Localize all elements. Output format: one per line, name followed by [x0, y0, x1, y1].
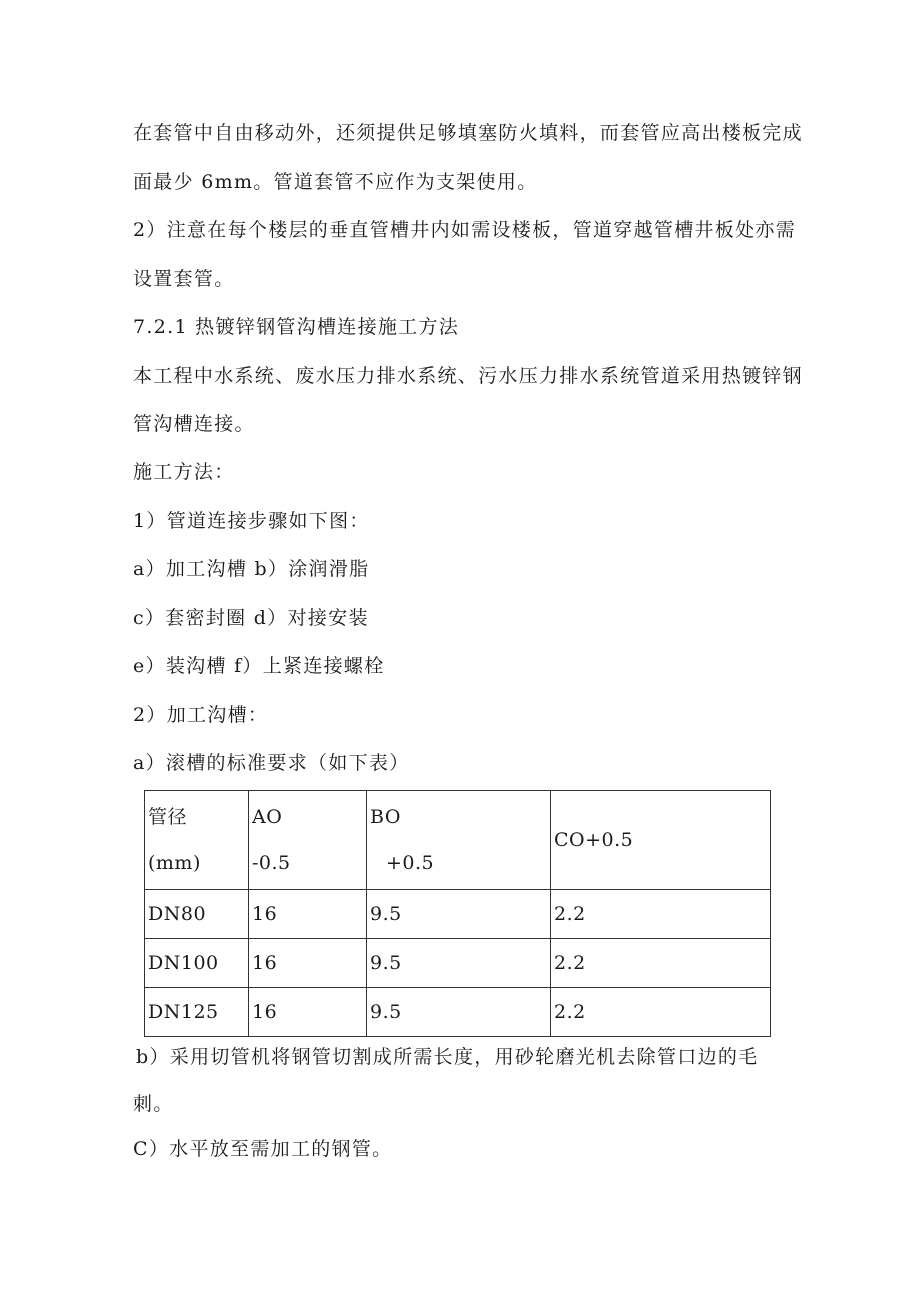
list-item: b）采用切管机将钢管切割成所需长度，用砂轮磨光机去除管口边的毛 [136, 1046, 759, 1068]
header-text: -0.5 [252, 852, 291, 874]
header-cell-size [145, 791, 249, 890]
list-item: 2）加工沟槽： [133, 704, 269, 726]
list-item: a）滚槽的标准要求（如下表） [133, 752, 410, 774]
cell-size: DN80 [145, 890, 249, 939]
list-item: c）套密封圈 d）对接安装 [133, 607, 369, 629]
header-text: 管径 [148, 806, 188, 828]
cell-size: DN125 [145, 988, 249, 1037]
cell-b: 9.5 [367, 890, 551, 939]
paragraph-line: 2）注意在每个楼层的垂直管槽井内如需设楼板，管道穿越管槽井板处亦需 [133, 219, 796, 241]
groove-standard-table [144, 790, 771, 1037]
paragraph-line: 施工方法： [133, 461, 235, 483]
table-row [145, 939, 771, 988]
table-row [145, 890, 771, 939]
header-cell-a [249, 791, 367, 890]
list-item: a）加工沟槽 b）涂润滑脂 [133, 558, 370, 580]
cell-c: 2.2 [551, 988, 771, 1037]
section-heading: 7.2.1 热镀锌钢管沟槽连接施工方法 [133, 316, 460, 338]
table-row [145, 988, 771, 1037]
header-cell-c: CO+0.5 [551, 791, 771, 890]
cell-a: 16 [249, 890, 367, 939]
header-text: +0.5 [386, 852, 435, 874]
list-item: e）装沟槽 f）上紧连接螺栓 [133, 655, 385, 677]
cell-c: 2.2 [551, 939, 771, 988]
cell-size: DN100 [145, 939, 249, 988]
cell-a: 16 [249, 939, 367, 988]
cell-b: 9.5 [367, 988, 551, 1037]
table-header-row [145, 791, 771, 890]
header-text: (mm) [148, 852, 201, 874]
paragraph-line: 本工程中水系统、废水压力排水系统、污水压力排水系统管道采用热镀锌钢 [133, 365, 803, 387]
list-item: C）水平放至需加工的钢管。 [133, 1138, 393, 1160]
cell-b: 9.5 [367, 939, 551, 988]
header-text: BO [370, 806, 401, 828]
cell-a: 16 [249, 988, 367, 1037]
list-item: 1）管道连接步骤如下图： [133, 510, 370, 532]
paragraph-line: 管沟槽连接。 [133, 413, 255, 435]
header-text: AO [252, 806, 283, 828]
cell-c: 2.2 [551, 890, 771, 939]
header-cell-b [367, 791, 551, 890]
paragraph-line: 在套管中自由移动外，还须提供足够填塞防火填料，而套管应高出楼板完成 [133, 122, 803, 144]
paragraph-line: 刺。 [133, 1093, 174, 1115]
paragraph-line: 面最少 6mm。管道套管不应作为支架使用。 [133, 171, 538, 193]
paragraph-line: 设置套管。 [133, 268, 235, 290]
